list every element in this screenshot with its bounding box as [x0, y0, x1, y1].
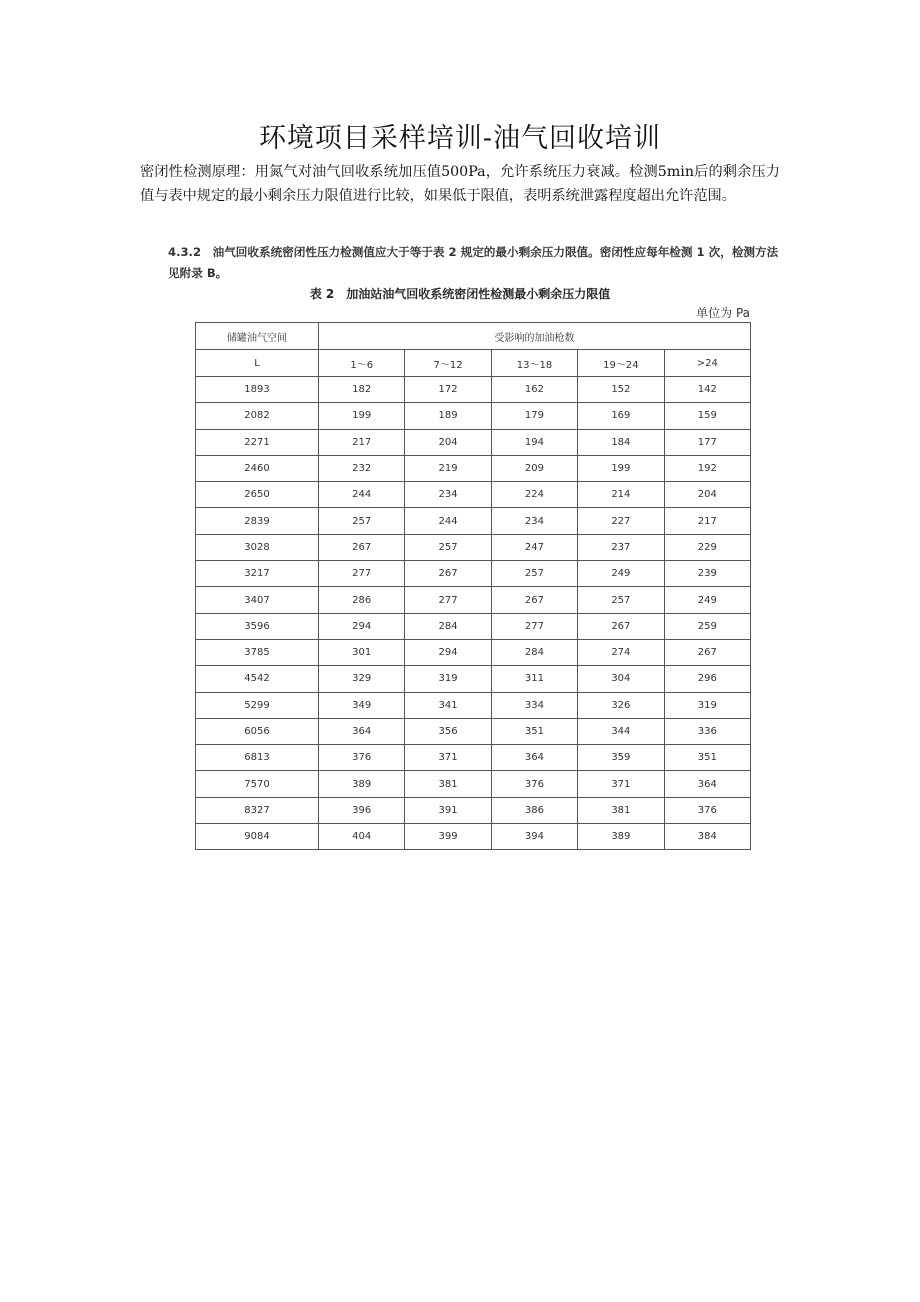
- pressure-limit-cell: 267: [405, 561, 491, 587]
- pressure-limit-cell: 204: [405, 429, 491, 455]
- table-row: [196, 745, 751, 771]
- table-row: [196, 692, 751, 718]
- pressure-limit-cell: 234: [405, 482, 491, 508]
- pressure-limit-cell: 386: [491, 797, 577, 823]
- tank-volume-cell: 2839: [196, 508, 319, 534]
- pressure-limit-cell: 152: [578, 377, 664, 403]
- pressure-limit-cell: 319: [664, 692, 750, 718]
- pressure-limit-cell: 199: [319, 403, 405, 429]
- pressure-limit-cell: 179: [491, 403, 577, 429]
- pressure-limit-cell: 404: [319, 824, 405, 850]
- page-title: 环境项目采样培训-油气回收培训: [258, 123, 662, 154]
- pressure-limit-cell: 189: [405, 403, 491, 429]
- pressure-limit-cell: 244: [405, 508, 491, 534]
- pressure-limit-cell: 249: [578, 561, 664, 587]
- header-tank-space: 储罐油气空间: [196, 323, 319, 350]
- header-tank-unit: L: [196, 350, 319, 377]
- table-row: [196, 429, 751, 455]
- tank-volume-cell: 8327: [196, 797, 319, 823]
- pressure-limit-cell: 199: [578, 455, 664, 481]
- table-row: [196, 587, 751, 613]
- pressure-limit-cell: 204: [664, 482, 750, 508]
- table-row: [196, 613, 751, 639]
- pressure-limit-cell: 277: [405, 587, 491, 613]
- pressure-limit-cell: 329: [319, 666, 405, 692]
- pressure-limit-cell: 244: [319, 482, 405, 508]
- pressure-limit-cell: 399: [405, 824, 491, 850]
- table-row: [196, 455, 751, 481]
- pressure-limit-cell: 267: [319, 534, 405, 560]
- pressure-limit-cell: 284: [405, 613, 491, 639]
- pressure-limit-cell: 284: [491, 639, 577, 665]
- pressure-limit-cell: 219: [405, 455, 491, 481]
- pressure-limit-cell: 257: [405, 534, 491, 560]
- pressure-limit-cell: 192: [664, 455, 750, 481]
- header-col-3: 13～18: [491, 350, 577, 377]
- pressure-limit-cell: 296: [664, 666, 750, 692]
- table-row: [196, 482, 751, 508]
- pressure-limit-cell: 319: [405, 666, 491, 692]
- pressure-limit-cell: 184: [578, 429, 664, 455]
- pressure-limit-cell: 239: [664, 561, 750, 587]
- pressure-limit-cell: 371: [578, 771, 664, 797]
- pressure-limit-cell: 277: [319, 561, 405, 587]
- table-row: [196, 718, 751, 744]
- pressure-limit-cell: 304: [578, 666, 664, 692]
- pressure-limit-cell: 376: [319, 745, 405, 771]
- unit-label: 单位为 Pa: [696, 306, 750, 320]
- pressure-limit-cell: 371: [405, 745, 491, 771]
- pressure-limit-cell: 364: [319, 718, 405, 744]
- pressure-limit-cell: 234: [491, 508, 577, 534]
- pressure-limit-cell: 182: [319, 377, 405, 403]
- pressure-limit-cell: 389: [319, 771, 405, 797]
- pressure-limit-cell: 376: [664, 797, 750, 823]
- pressure-limit-cell: 259: [664, 613, 750, 639]
- pressure-limit-cell: 344: [578, 718, 664, 744]
- pressure-limit-cell: 364: [491, 745, 577, 771]
- table-row: [196, 639, 751, 665]
- table-row: [196, 377, 751, 403]
- pressure-limit-cell: 229: [664, 534, 750, 560]
- table-row: [196, 771, 751, 797]
- header-col-4: 19～24: [578, 350, 664, 377]
- header-nozzle-group: 受影响的加油枪数: [319, 323, 751, 350]
- pressure-limit-cell: 274: [578, 639, 664, 665]
- pressure-limit-cell: 381: [405, 771, 491, 797]
- header-col-2: 7～12: [405, 350, 491, 377]
- pressure-limit-cell: 351: [664, 745, 750, 771]
- pressure-limit-cell: 336: [664, 718, 750, 744]
- pressure-limit-cell: 301: [319, 639, 405, 665]
- pressure-limit-cell: 177: [664, 429, 750, 455]
- tank-volume-cell: 2271: [196, 429, 319, 455]
- pressure-limit-cell: 227: [578, 508, 664, 534]
- pressure-limit-cell: 396: [319, 797, 405, 823]
- pressure-limit-cell: 286: [319, 587, 405, 613]
- pressure-limit-cell: 267: [664, 639, 750, 665]
- pressure-limit-cell: 394: [491, 824, 577, 850]
- tank-volume-cell: 3407: [196, 587, 319, 613]
- pressure-limit-cell: 224: [491, 482, 577, 508]
- table-body: [196, 377, 751, 850]
- tank-volume-cell: 7570: [196, 771, 319, 797]
- pressure-limit-cell: 172: [405, 377, 491, 403]
- pressure-limit-cell: 391: [405, 797, 491, 823]
- pressure-limit-cell: 294: [319, 613, 405, 639]
- pressure-limit-cell: 209: [491, 455, 577, 481]
- pressure-limit-cell: 247: [491, 534, 577, 560]
- pressure-limit-cell: 349: [319, 692, 405, 718]
- tank-volume-cell: 2460: [196, 455, 319, 481]
- tank-volume-cell: 6813: [196, 745, 319, 771]
- tank-volume-cell: 6056: [196, 718, 319, 744]
- pressure-limit-cell: 142: [664, 377, 750, 403]
- pressure-limit-cell: 381: [578, 797, 664, 823]
- pressure-limit-cell: 267: [491, 587, 577, 613]
- pressure-limit-cell: 194: [491, 429, 577, 455]
- pressure-limit-cell: 237: [578, 534, 664, 560]
- pressure-limit-cell: 267: [578, 613, 664, 639]
- tank-volume-cell: 3217: [196, 561, 319, 587]
- table-caption: 表 2 加油站油气回收系统密闭性检测最小剩余压力限值: [309, 287, 611, 301]
- pressure-limit-cell: 389: [578, 824, 664, 850]
- table-row: [196, 561, 751, 587]
- table-row: [196, 508, 751, 534]
- pressure-limit-cell: 159: [664, 403, 750, 429]
- pressure-limit-table: [195, 322, 751, 850]
- tank-volume-cell: 9084: [196, 824, 319, 850]
- pressure-limit-cell: 257: [578, 587, 664, 613]
- pressure-limit-cell: 364: [664, 771, 750, 797]
- pressure-limit-cell: 351: [491, 718, 577, 744]
- tank-volume-cell: 3785: [196, 639, 319, 665]
- pressure-limit-cell: 249: [664, 587, 750, 613]
- tank-volume-cell: 3028: [196, 534, 319, 560]
- table-row: [196, 666, 751, 692]
- header-col-1: 1～6: [319, 350, 405, 377]
- pressure-limit-cell: 334: [491, 692, 577, 718]
- pressure-limit-cell: 311: [491, 666, 577, 692]
- pressure-limit-cell: 232: [319, 455, 405, 481]
- pressure-limit-cell: 162: [491, 377, 577, 403]
- table-row: [196, 403, 751, 429]
- intro-paragraph: 密闭性检测原理：用氮气对油气回收系统加压值500Pa，允许系统压力衰减。检测5min后的剩余压力值与表中规定的最小剩余压力限值进行比较，如果低于限值，表明系统泄露程度超出允许范围。: [140, 164, 780, 204]
- pressure-limit-cell: 359: [578, 745, 664, 771]
- pressure-limit-cell: 217: [319, 429, 405, 455]
- pressure-limit-cell: 169: [578, 403, 664, 429]
- clause-4-3-2: 4.3.2 油气回收系统密闭性压力检测值应大于等于表 2 规定的最小剩余压力限值。密闭性应每年检测 1 次，检测方法见附录 B。: [168, 245, 779, 280]
- table-row: [196, 797, 751, 823]
- header-col-5: >24: [664, 350, 750, 377]
- pressure-limit-cell: 341: [405, 692, 491, 718]
- pressure-limit-cell: 214: [578, 482, 664, 508]
- pressure-limit-cell: 217: [664, 508, 750, 534]
- pressure-limit-cell: 277: [491, 613, 577, 639]
- tank-volume-cell: 3596: [196, 613, 319, 639]
- pressure-limit-cell: 326: [578, 692, 664, 718]
- pressure-limit-cell: 376: [491, 771, 577, 797]
- pressure-limit-cell: 257: [319, 508, 405, 534]
- pressure-limit-cell: 356: [405, 718, 491, 744]
- table-row: [196, 534, 751, 560]
- tank-volume-cell: 2650: [196, 482, 319, 508]
- tank-volume-cell: 1893: [196, 377, 319, 403]
- tank-volume-cell: 5299: [196, 692, 319, 718]
- table-row: [196, 824, 751, 850]
- pressure-limit-cell: 294: [405, 639, 491, 665]
- pressure-limit-cell: 257: [491, 561, 577, 587]
- tank-volume-cell: 2082: [196, 403, 319, 429]
- pressure-limit-cell: 384: [664, 824, 750, 850]
- tank-volume-cell: 4542: [196, 666, 319, 692]
